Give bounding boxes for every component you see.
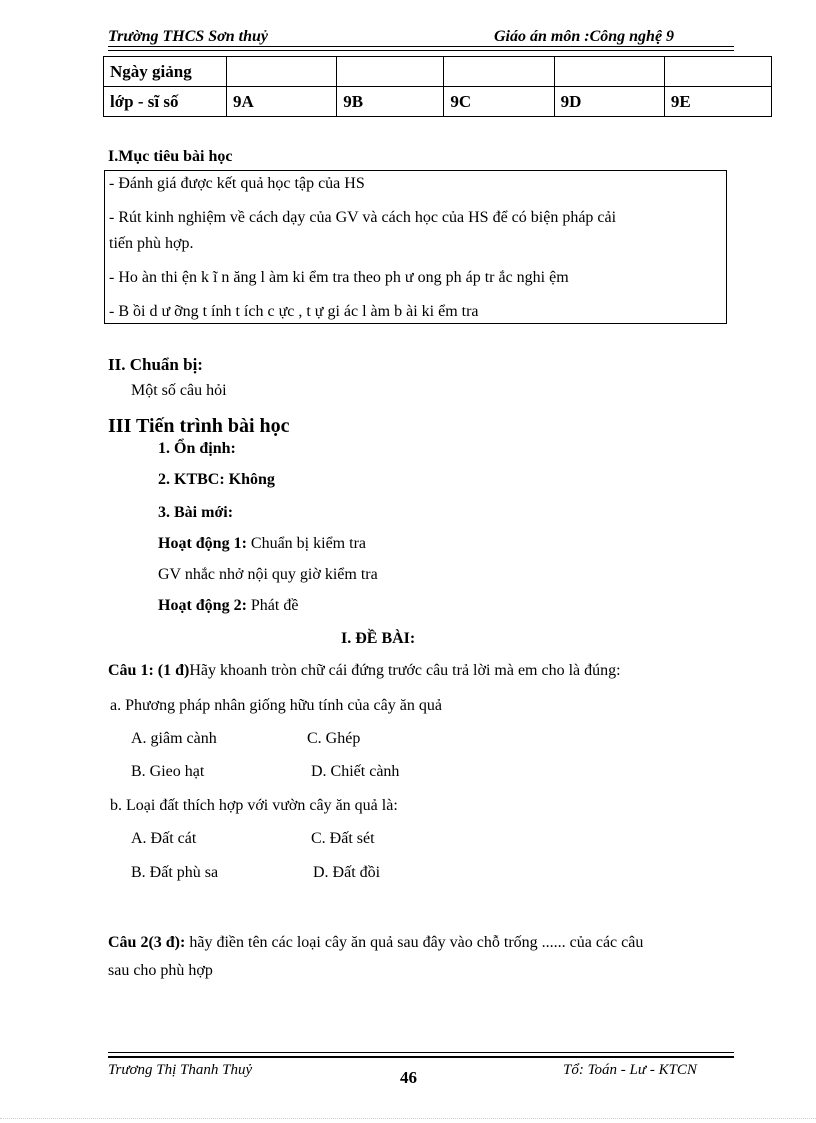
question-1 [108,662,621,680]
table-cell [444,57,554,87]
header-rule-bottom [108,50,734,51]
step-check-old-lesson: 2. KTBC: Không [158,471,275,488]
row-label-class: lớp - sĩ số [104,87,227,117]
footer-rule-bottom [108,1056,734,1058]
header-subject: Giáo án môn :Công nghệ 9 [494,28,675,45]
table-cell [227,57,337,87]
section2-content: Một số câu hỏi [131,382,227,399]
objectives-box [104,170,727,324]
step-stabilize: 1. Ổn định: [158,440,236,457]
option-1b-A: A. Đất cát [131,830,197,847]
activity-2-label: Hoạt động 2: [158,597,247,614]
table-cell [337,57,444,87]
activity-1 [158,535,366,553]
objective-item: - Đánh giá được kết quả học tập của HS [109,175,365,192]
step-new-lesson: 3. Bài mới: [158,504,234,521]
section1-title: I.Mục tiêu bài học [108,148,233,165]
objective-item: - Rút kinh nghiệm về cách dạy của GV và cách học của HS để có biện pháp cải [109,209,617,226]
question-2 [108,934,758,952]
section3-title: III Tiến trình bài học [108,415,290,437]
class-schedule-table [103,56,772,117]
activity-2 [158,597,298,615]
activity-2-text: Phát đề [246,597,299,614]
question-1-text: Hãy khoanh tròn chữ cái đứng trước câu trả lời mà em cho là đúng: [189,662,621,679]
option-1a-D: D. Chiết cành [311,763,400,780]
question-1a: a. Phương pháp nhân giống hữu tính của cây ăn quả [110,697,442,714]
option-1a-A: A. giâm cành [131,730,217,747]
question-1b: b. Loại đất thích hợp với vườn cây ăn quả là: [110,797,398,814]
table-row [104,87,772,117]
activity-1-text: Chuẩn bị kiểm tra [246,535,366,552]
option-1b-C: C. Đất sét [311,830,375,847]
section2-title: II. Chuẩn bị: [108,355,203,374]
question-2-text-line2: sau cho phù hợp [108,962,213,979]
table-cell [664,57,771,87]
page-edge-dots [0,1118,816,1119]
footer-rule-top [108,1052,734,1053]
footer-author: Trương Thị Thanh Thuỷ [108,1062,253,1078]
objective-item: - B ồi d ư ỡng t ính t ích c ực , t ự gi ác l àm b ài ki ểm tra [109,303,479,320]
footer-group: Tổ: Toán - Lư - KTCN [563,1062,697,1078]
question-1-label: Câu 1: (1 đ) [108,662,190,679]
class-cell: 9A [227,87,337,117]
class-cell: 9B [337,87,444,117]
option-1a-B: B. Gieo hạt [131,763,205,780]
table-row [104,57,772,87]
exam-title: I. ĐỀ BÀI: [341,630,416,647]
table-cell [554,57,664,87]
class-cell: 9C [444,87,554,117]
objective-item: - Ho àn thi ện k ĩ n ăng l àm ki ểm tra theo ph ư ong ph áp tr ắc nghi ệm [109,269,569,286]
header-school: Trường THCS Sơn thuỷ [108,28,268,45]
activity-1-note: GV nhắc nhở nội quy giờ kiểm tra [158,566,378,583]
question-2-label: Câu 2(3 đ): [108,934,186,951]
row-label-date: Ngày giảng [104,57,227,87]
footer-page-number: 46 [400,1068,417,1087]
option-1b-D: D. Đất đồi [313,864,381,881]
question-2-text-line1: hãy điền tên các loại cây ăn quả sau đây vào chỗ trống ...... của các câu [185,934,644,951]
class-cell: 9E [664,87,771,117]
option-1b-B: B. Đất phù sa [131,864,219,881]
option-1a-C: C. Ghép [307,730,361,747]
activity-1-label: Hoạt động 1: [158,535,247,552]
objective-item: tiến phù hợp. [109,235,194,252]
header-rule-top [108,46,734,47]
class-cell: 9D [554,87,664,117]
